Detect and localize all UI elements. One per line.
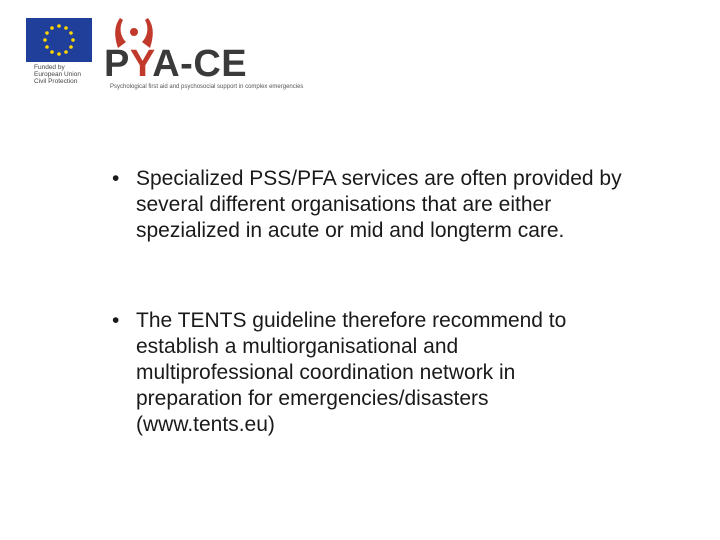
bullet-symbol: • [112, 167, 120, 190]
eu-stars-icon [26, 18, 92, 62]
eu-caption-line: Funded by [34, 64, 65, 71]
eu-flag-icon [26, 18, 92, 62]
eu-caption-line: Civil Protection [34, 78, 78, 85]
eu-funding-logo [26, 18, 94, 94]
slide-body [112, 166, 702, 438]
pyace-wordmark [104, 44, 247, 84]
wordmark-suffix: A-CE [152, 43, 248, 85]
pyace-logo [104, 14, 304, 94]
wordmark-y: Y [129, 43, 153, 85]
pyace-tagline: Psychological first aid and psychosocial support in complex emergencies [110, 84, 304, 90]
bullet-item [112, 166, 702, 244]
eu-caption [34, 64, 81, 85]
bullet-text: The TENTS guideline therefore recommend to establish a multiorganisational and multiprofessional coordination network in preparation for emergencies/disasters (www.tents.eu) [136, 309, 567, 436]
wordmark-prefix: P [104, 43, 130, 85]
bullet-item [112, 308, 702, 438]
bullet-symbol: • [112, 309, 120, 332]
eu-caption-line: European Union [34, 71, 81, 78]
bullet-text: Specialized PSS/PFA services are often provided by several different organisations that are either spezialized in acute or mid and longterm care. [136, 167, 622, 242]
